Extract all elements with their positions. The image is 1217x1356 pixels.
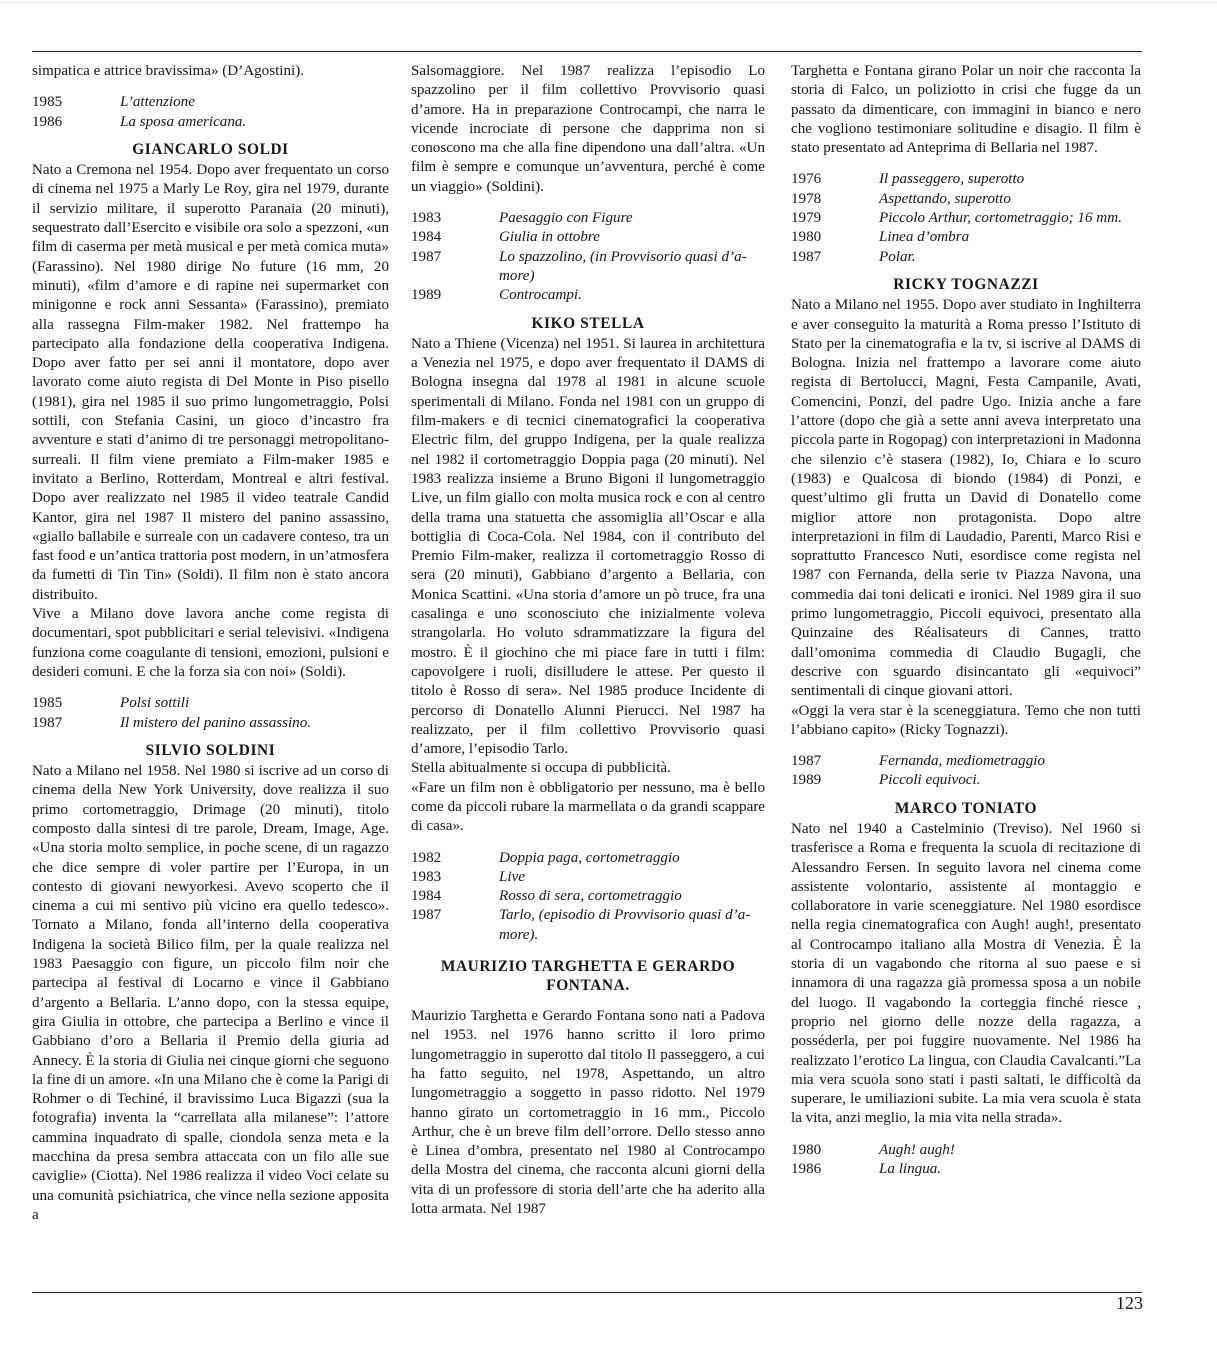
director-name-heading: RICKY TOGNAZZI: [893, 275, 1039, 293]
filmography-entry: [791, 752, 1141, 771]
director-name-heading: MARCO TONIATO: [894, 799, 1038, 817]
film-title: La lingua.: [879, 1161, 942, 1178]
film-year: 1987: [791, 753, 822, 770]
film-title: Fernanda, mediometraggio: [879, 753, 1046, 770]
paragraph: Targhetta e Fontana girano Polar un noir che racconta la storia di Falco, un poliziotto in crisi che fugge da un passato da dimenticare, con immagini in bianco e nero che vogliono testimoniare solitudine e disagio. Il film è stato presentato ad Anteprima di Bellaria nel 1987.: [791, 63, 1141, 157]
film-title: Piccolo Arthur, cortometraggio; 16 mm.: [879, 210, 1122, 227]
film-title: Paesaggio con Figure: [499, 210, 633, 227]
filmography-list: [411, 209, 765, 305]
filmography-entry: [411, 868, 765, 887]
filmography-entry: [791, 190, 1141, 209]
paragraph: Stella abitualmente si occupa di pubblicità.: [411, 760, 671, 777]
page-edge-line: [0, 2, 1217, 3]
filmography-entry: [791, 228, 1141, 247]
film-year: 1989: [791, 772, 822, 789]
film-title: Polar.: [879, 248, 916, 265]
column-1: [32, 62, 389, 1225]
filmography-entry: [32, 714, 389, 733]
filmography-entry: [32, 93, 389, 112]
director-name-heading: MAURIZIO TARGHETTA E GERARDO FONTANA.: [440, 958, 736, 995]
film-title: Giulia in ottobre: [499, 229, 600, 246]
director-name-heading: GIANCARLO SOLDI: [132, 140, 289, 158]
film-title: Lo spazzolino, (in Provvisorio quasi d’a-more): [499, 248, 747, 284]
filmography-entry: [411, 209, 765, 228]
paragraph: Nato a Thiene (Vicenza) nel 1951. Si laurea in architettura a Venezia nel 1975, e dopo aver frequentato il DAMS di Bologna insegna dal 1978 al 1981 in alcune scuole sperimentali di Milano. Fonda nel 1981 con un gruppo di film-makers e di tecnici cinematografici la cooperativa Electric film, del gruppo Indigena, per la quale realizza nel 1982 il cortometraggio Doppia paga (20 minuti). Nel 1983 realizza insieme a Bruno Bigoni il lungometraggio Live, un film giallo con molta musica rock e con al centro della trama una statuetta che assomiglia all’Oscar e alla bottiglia di Coca-Cola. Nel 1984, con il contributo del Premio Film-maker, realizza il cortometraggio Rosso di sera (20 minuti), Gabbiano d’argento a Bellaria, con Monica Scattini. «Una storia d’amore un pò truce, fra una casalinga e uno sconosciuto che inizialmente voleva strangolarla. Ho voluto sdrammatizzare la figura del mostro. È il giochino che mi piace fare in tutti i film: capovolgere i ruoli, disilludere le attese. Per questo il titolo è Rosso di sera». Nel 1985 produce Incidente di percorso di Donatello Alunni Pierucci. Nel 1987 ha realizzato, per il film collettivo Provvisorio quasi d’amore, l’episodio Tarlo.: [411, 335, 765, 758]
filmography-entry: [411, 228, 765, 247]
paragraph: «Fare un film non è obbligatorio per nessuno, ma è bello come da piccoli rubare la marmellata o da grandi scappare di casa».: [411, 779, 765, 835]
film-year: 1978: [791, 190, 822, 207]
filmography-entry: [411, 248, 765, 287]
filmography-entry: [411, 906, 765, 945]
film-year: 1979: [791, 210, 822, 227]
footer-rule: [32, 1292, 1142, 1293]
film-year: 1976: [791, 171, 822, 188]
film-year: 1983: [411, 868, 442, 885]
film-title: Tarlo, (episodio di Provvisorio quasi d’a-more).: [499, 907, 751, 943]
filmography-entry: [411, 849, 765, 868]
film-title: Rosso di sera, cortometraggio: [499, 888, 682, 905]
column-2: [411, 62, 765, 1219]
filmography-entry: [791, 170, 1141, 189]
film-title: Controcampi.: [499, 287, 582, 304]
film-year: 1985: [32, 94, 63, 111]
film-year: 1987: [411, 907, 442, 924]
paragraph: Nato a Milano nel 1955. Dopo aver studiato in Inghilterra e aver conseguito la maturità a Roma presso l’Istituto di Stato per la cinematografia e la tv, si iscrive al DAMS di Bologna. Inizia nel frattempo a lavorare come aiuto regista di Bertolucci, Magni, Festa Campanile, Avati, Comencini, Ponzi, del padre Ugo. Inizia anche a fare l’attore (dopo che già a sette anni aveva interpretato una piccola parte in Rogopag) con interpretazioni in Madonna che silenzio c’è stasera (1982), Io, Chiara e lo scuro (1983) e Qualcosa di biondo (1984) di Ponzi, e quest’ultimo gli frutta un David di Donatello come miglior attore non protagonista. Dopo altre interpretazioni in film di Laudadio, Parenti, Marco Risi e soprattutto Francesco Nuti, esordisce come regista nel 1987 con Fernanda, della serie tv Piazza Navona, una commedia dai toni delicati e ironici. Nel 1989 gira il suo primo lungometraggio, Piccoli equivoci, presentato alla Quinzaine des Réalisateurs di Cannes, tratto dall’omonima commedia di Claudio Bugagli, che descrive con sguardo disincantato gli «equivoci” sentimentali di cinque giovani attori.: [791, 297, 1141, 700]
filmography-entry: [32, 694, 389, 713]
paragraph: Vive a Milano dove lavora anche come regista di documentari, spot pubblicitari e serial televisivi. «Indigena funziona come coagulante di tensioni, emozioni, pulsioni e desideri comuni. E che la forza sia con noi» (Soldi).: [32, 606, 389, 680]
paragraph: Nato nel 1940 a Castelminio (Treviso). Nel 1960 si trasferisce a Roma e frequenta la scuola di recitazione di Alessandro Fersen. In seguito lavora nel cinema come assistente volontario, assistente al montaggio e collaboratore in varie sceneggiature. Nel 1980 esordisce nella regia cinematografica con Augh! augh!, presentato al Controcampo italiano alla Mostra di Venezia. È la storia di un vagabondo che ritorna al suo paese e si innamora di una ragazza già promessa sposa a un nobile del luogo. Il vagabondo la corteggia finché riesce , proprio nel giorno delle nozze della ragazza, a posséderla, per poi fuggire nuovamente. Nel 1986 ha realizzato l’erotico La lingua, con Claudia Cavalcanti.”La mia vera scuola sono stati i pasti saltati, le difficoltà da superare, le umiliazioni subite. La mia vera scuola è stata la vita, anzi meglio, la mia vita nella strada».: [791, 820, 1141, 1127]
film-title: Doppia paga, cortometraggio: [499, 849, 680, 866]
filmography-entry: [411, 286, 765, 305]
paragraph: «Oggi la vera star è la sceneggiatura. Temo che non tutti l’abbiano capito» (Ricky Tognazzi).: [791, 702, 1141, 738]
film-year: 1985: [32, 695, 63, 712]
filmography-list: [791, 752, 1141, 791]
film-title: Augh! augh!: [879, 1141, 955, 1158]
filmography-entry: [411, 887, 765, 906]
director-name-heading: SILVIO SOLDINI: [145, 741, 276, 759]
paragraph: Nato a Milano nel 1958. Nel 1980 si iscrive ad un corso di cinema della New York University, dove realizza il suo primo cortometraggio, Drimage (20 minuti), titolo composto dalla sintesi di tre parole, Dream, Image, Age. «Una storia molto semplice, in poche scene, di un ragazzo che dice sempre di voler partire per l’Europa, in un contesto di giovani newyorkesi. Avevo scoperto che il cinema a cui mi sentivo più vicino era quello tedesco». Tornato a Milano, fonda all’interno della cooperativa Indigena la società Bilico film, per la quale realizza nel 1983 Paesaggio con figure, un piccolo film noir che partecipa al festival di Locarno e vince il Gabbiano d’argento a Bellaria. L’anno dopo, con la stessa equipe, gira Giulia in ottobre, che partecipa a Berlino e vince il Gabbiano d’oro a Bellaria il Premio della giuria ad Annecy. È la storia di Giulia nei cinque giorni che seguono la fine di un amore. «In una Milano che è come la Parigi di Rohmer o di Techiné, il bravissimo Luca Bigazzi (sua la fotografia) inventa la “carrellata alla milanese”: l’attore cammina inquadrato di spalle, ciondola senza meta e la macchina da presa sembra attaccata con un filo alle sue caviglie» (Ciotta). Nel 1986 realizza il video Voci celate su una comunità psichiatrica, che vince nella sezione apposita a: [32, 763, 389, 1223]
filmography-list: [32, 694, 389, 733]
film-year: 1986: [791, 1161, 822, 1178]
film-title: Il passeggero, superotto: [879, 171, 1025, 188]
film-title: Polsi sottili: [120, 695, 190, 712]
film-year: 1982: [411, 849, 442, 866]
film-title: Linea d’ombra: [879, 229, 970, 246]
filmography-entry: [791, 248, 1141, 267]
film-title: Piccoli equivoci.: [879, 772, 981, 789]
film-title: Live: [499, 868, 525, 885]
film-title: L’attenzione: [120, 94, 195, 111]
paragraph: Maurizio Targhetta e Gerardo Fontana sono nati a Padova nel 1953. nel 1976 hanno scritto il loro primo lungometraggio in superotto dal titolo Il passeggero, a cui ha fatto seguito, nel 1978, Aspettando, un altro lungometraggio a soggetto in passo ridotto. Nel 1979 hanno girato un cortometraggio in 16 mm., Piccolo Arthur, che è un breve film dell’orrore. Dello stesso anno è Linea d’ombra, presentato nel 1980 al Controcampo della Mostra del cinema, che racconta alcuni giorni della vita di un professore di storia dell’arte che ha aderito alla lotta armata. Nel 1987: [411, 1008, 765, 1218]
filmography-entry: [791, 1160, 1141, 1179]
film-title: Aspettando, superotto: [879, 190, 1011, 207]
filmography-list: [411, 849, 765, 945]
filmography-entry: [791, 209, 1141, 228]
filmography-list: [32, 93, 389, 132]
film-year: 1987: [791, 248, 822, 265]
film-year: 1987: [411, 248, 442, 265]
paragraph: Salsomaggiore. Nel 1987 realizza l’episodio Lo spazzolino per il film collettivo Provvisorio quasi d’amore. Ha in preparazione Controcampi, che narra le vicende incrociate di persone che dapprima non si conoscono ma che alla fine dipendono una dall’altra. «Un film è sempre e comunque un’avventura, perché è come un viaggio» (Soldini).: [411, 63, 765, 195]
filmography-entry: [32, 113, 389, 132]
header-rule: [32, 51, 1142, 52]
film-title: La sposa americana.: [120, 113, 247, 130]
film-title: Il mistero del panino assassino.: [120, 714, 312, 731]
film-year: 1984: [411, 888, 442, 905]
paragraph: simpatica e attrice bravissima» (D’Agostini).: [32, 63, 305, 79]
film-year: 1984: [411, 229, 442, 246]
film-year: 1983: [411, 210, 442, 227]
paragraph: Nato a Cremona nel 1954. Dopo aver frequentato un corso di cinema nel 1975 a Marly Le Roy, gira nel 1979, durante il servizio militare, il superotto Paranaia (20 minuti), sequestrato dall’Esercito e visibile ora solo a spezzoni, «un film di caserma per metà musical e per metà comica muta» (Farassino). Nel 1980 dirige No future (16 mm, 20 minuti), «film d’amore e di rapine nei supermarket con minigonne e rock anni Sessanta» (Farassino), premiato alla rassegna Film-maker 1982. Nel frattempo ha partecipato alla fondazione della cooperativa Indigena. Dopo aver fatto per sei anni il montatore, dopo aver lavorato come aiuto regista di Del Monte in Piso pisello (1981), gira nel 1985 il suo primo lungometraggio, Polsi sottili, con Stefania Casini, un gioco d’incastro fra avventure e stati d’animo di tre personaggi metropolitano-surreali. Il film viene premiato a Film-maker 1985 e invitato a Berlino, Rotterdam, Montreal e altri festival. Dopo aver realizzato nel 1985 il video teatrale Candid Kantor, gira nel 1987 Il mistero del panino assassino, «giallo ballabile e surreale con un cadavere conteso, tra un fast food e un’antica trattoria post modern, in un’atmosfera da fumetti di Tin Tin» (Soldi). Il film non è stato ancora distribuito.: [32, 162, 389, 603]
filmography-entry: [791, 771, 1141, 790]
filmography-list: [791, 1141, 1141, 1180]
film-year: 1986: [32, 113, 63, 130]
page-number: 123: [1116, 1293, 1143, 1313]
column-3: [791, 62, 1141, 1185]
filmography-entry: [791, 1141, 1141, 1160]
film-year: 1987: [32, 714, 63, 731]
director-name-heading: KIKO STELLA: [531, 314, 645, 332]
filmography-list: [791, 170, 1141, 266]
film-year: 1980: [791, 229, 822, 246]
film-year: 1989: [411, 287, 442, 304]
film-year: 1980: [791, 1141, 822, 1158]
